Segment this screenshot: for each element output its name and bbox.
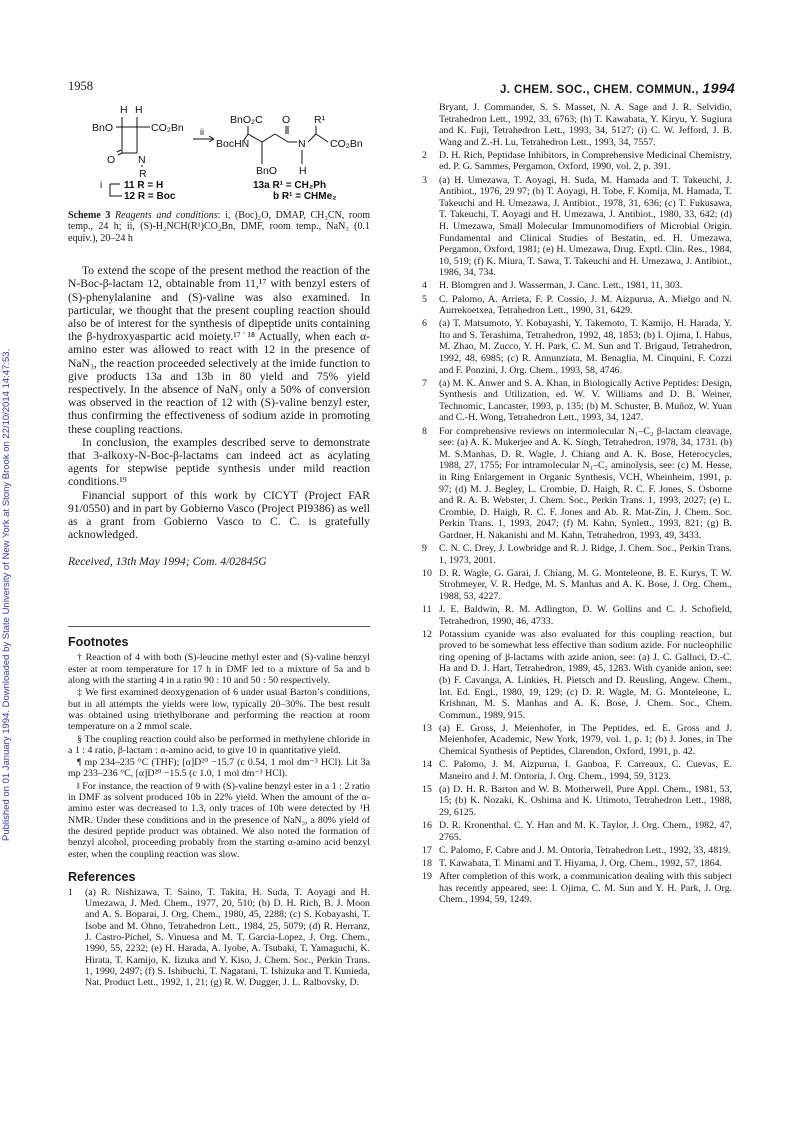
reference-text: (a) T. Matsumoto, Y. Kobayashi, Y. Takemoto, T. Kamijo, H. Harada, Y. Ito and S. Terashima, Tetrahedron, 1992, 48, 1853; (b) I. Ojima, I. Habus, M. Zhao, M. Zucco, Y. H. Park, C. M. Sun and T. Brigaud, Tetrahedron, 1992, 48, 6985; (c) R. Annunziata, M. Benaglia, M. Cinquini, F. Cozzi and F. Ponzini, J. Org. Chem., 1993, 58, 4746.: [439, 318, 732, 376]
reference-item: [422, 858, 732, 870]
reference-item: [422, 604, 732, 627]
scheme-label-12: 12 R = Boc: [124, 191, 176, 202]
reference-number: 6: [422, 318, 427, 330]
reference-item: [422, 723, 732, 758]
scheme-label-13b: b R¹ = CHMe₂: [273, 191, 337, 202]
scheme-n-right: N: [298, 138, 306, 150]
scheme-caption-italic: Reagents and conditions: [115, 210, 218, 221]
scheme-label-13a: 13a R¹ = CH₂Ph: [253, 180, 327, 191]
reference-number: 10: [422, 567, 432, 579]
reference-text: J. E. Baldwin, R. M. Adlington, D. W. Gollins and C. J. Schofield, Tetrahedron, 1990, 46, 4733.: [439, 603, 732, 627]
journal-name: J. CHEM. SOC., CHEM. COMMUN.,: [500, 84, 703, 96]
reference-item: [422, 759, 732, 782]
reference-text: T. Kawabata, T. Minami and T. Hiyama, J. Org. Chem., 1992, 57, 1864.: [439, 857, 723, 869]
scheme-co2bn-left: CO₂Bn: [151, 122, 184, 134]
download-banner[interactable]: Published on 01 January 1994. Downloaded by State University of New York at Stony Brook on 22/10/2014 14:47:53.: [1, 348, 12, 842]
references-list-left: [68, 887, 370, 989]
reference-number: 5: [422, 293, 427, 305]
reference-item: [422, 175, 732, 279]
scheme-caption-text: : i, (Boc)₂O, DMAP, CH₃CN, room temp., 24 h; ii, (S)-H₂NCH(R¹)CO₂Bn, DMF, room temp., NaN₃ (0.1 equiv.), 20–24 h: [68, 210, 370, 244]
scheme-o-left: O: [107, 154, 116, 166]
footnote: ‖ For instance, the reaction of 9 with (S)-valine benzyl ester in a 1 : 2 ratio in DMF as solvent produced 10b in 22% yield. When the amount of the α-amino ester was decreased to 1.3, only traces of 10b were detected by ¹H NMR. Under these conditions and in the presence of NaN₃, a 80% yield of the desired peptide product was obtained. We also noted the formation of benzyl alcohol, proceeding probably from the starting α-amino acid benzyl ester, when the coupling reaction was slow.: [68, 780, 370, 860]
reference-text: C. Palomo, A. Arrieta, F. P. Cossio, J. M. Aizpurua, A. Mielgo and N. Aurrekoetxea, Tetrahedron Lett., 1990, 31, 6429.: [439, 293, 732, 317]
scheme-co2bn-right: CO₂Bn: [330, 138, 363, 150]
reference-text: (a) D. H. R. Barton and W. B. Motherwell, Pure Appl. Chem., 1981, 53, 15; (b) K. Nozaki, K. Oshima and K. Utimoto, Tetrahedron Lett., 1988, 29, 6125.: [439, 783, 732, 819]
scheme-label-11: 11 R = H: [124, 180, 164, 191]
reference-item: [422, 294, 732, 317]
reference-text: For comprehensive reviews on intermolecular N₁–C₂ β-lactam cleavage, see: (a) A. K. Mukerjee and A. K. Singh, Tetrahedron, 1978, 34, 1731. (b) M. S.Manhas, D. R. Wagle, J. Chiang and A. K. Bose, Heterocycles, 1988, 27, 1755; For intramolecular N₁–C₂ aminolysis, see: (c) M. Hesse, in Ring Enlargement in Organic Synthesis, VCH, Wheinheim, 1991, p. 97; (d) M. J. Begley, L. Crombie, D. Haigh, R. C. F. Jones, S. Osborne and R. A. B. Webster, J. Chem. Soc., Perkin Trans. 1, 1993, 2027; (e) L. Crombie, D. Haigh, R. C. F. Jones and Ab. R. Mat-Zin, J. Chem. Soc. Perkin Trans. 1, 1993, 2047; (f) M. Kahn, Synlett., 1993, 821; (g) B. Gardner, H. Nakanishi and M. Kahn, Tetrahedron, 1993, 49, 3433.: [439, 425, 732, 541]
reference-number: 3: [422, 174, 427, 186]
reference-number: 18: [422, 857, 432, 869]
dipeptide-bonds: [244, 126, 328, 164]
reference-text: Bryant, J. Commander, S. S. Masset, N. A. Sage and J. R. Selvidio, Tetrahedron Lett., 1992, 33, 6763; (h) T. Kawabata, Y. Kiryu, Y. Sugiura and K. Fuji, Tetrahedron Lett., 1993, 34, 5127; (i) C. W. Jefford, J. B. Wang and Z.-H. Lu, Tetrahedron Lett., 1993, 34, 7557.: [439, 102, 732, 148]
reference-number: 12: [422, 628, 432, 640]
scheme-h2: H: [135, 104, 143, 116]
body-paragraph: In conclusion, the examples described serve to demonstrate that 3-alkoxy-N-Boc-β-lactams can indeed act as acylating agents for stepwise peptide synthesis under mild reaction conditions.¹⁹: [68, 435, 370, 489]
reference-text: After completion of this work, a communication dealing with this subject has recently appeared, see: I. Ojima, C. M. Sun and Y. H. Park, J. Org. Chem., 1994, 59, 1249.: [439, 871, 732, 906]
reference-text: D. R. Kronenthal. C. Y. Han and M. K. Taylor, J. Org. Chem., 1982, 47, 2765.: [439, 820, 732, 843]
reference-item: [422, 318, 732, 376]
reference-number: 15: [422, 783, 432, 795]
body-text: [68, 264, 370, 541]
scheme-o-right: O: [282, 114, 291, 126]
scheme-bochn: BocHN: [216, 138, 250, 150]
reference-number: 14: [422, 759, 432, 771]
scheme-caption-bold: Scheme 3: [68, 210, 111, 221]
footnote: † Reaction of 4 with both (S)-leucine methyl ester and (S)-valine benzyl ester at room temperature for 17 h in DMF led to a mixture of 5a and b along with the starting 4 in a ratio 90 : 10 and 50 : 50 respectively.: [68, 652, 370, 687]
reference-item: [422, 543, 732, 566]
reference-number: 1: [68, 886, 73, 898]
left-column: [68, 102, 370, 990]
reference-item: [422, 102, 732, 148]
step-i-bracket: [110, 184, 122, 196]
reference-text: Potassium cyanide was also evaluated for this coupling reaction, but proved to be somewhat less effective than sodium azide. For nucleophilic ring opening of β-lactams with azide anion, see: (a) J. C. Galluci, D.-C. Ha and D. J. Hart, Tetrahedron, 1989, 45, 1283. With cyanide anion, see: (b) F. Cavanga, A. Linkies, H. Pietsch and D. Reusling, Angew. Chem., Int. Ed. Engl., 1980, 19, 129; (c) D. R. Wagle, M. G. Monteleone, L. Krishnan, M. S. Manhas and A. K. Bose, J. Chem. Soc., Chem. Commun., 1989, 915.: [439, 628, 732, 721]
reference-text: H. Blomgren and J. Wasserman, J. Canc. Lett., 1981, 11, 303.: [439, 280, 683, 292]
reference-number: 11: [422, 603, 432, 615]
reference-item: [422, 378, 732, 424]
scheme-h-right: H: [299, 165, 307, 177]
footnote: ¶ mp 234–235 °C (THF); [α]D²⁰ −15.7 (c 0.54, 1 mol dm⁻³ HCl). Lit 3a mp 233–236 °C, [α]D²⁰ −15.5 (c 1.0, 1 mol dm⁻³ HCl).: [68, 757, 370, 780]
scheme-r1: R¹: [314, 114, 326, 126]
reference-item: [422, 871, 732, 906]
reference-text: (a) E. Gross, J. Meienhofer, in The Peptides, ed. E. Gross and J. Meienhofer, Academic, New York, 1979, vol. 1, p. 1; (b) J. Jones, in The Chemical Synthesis of Peptides, Clarendon, Oxford, 1991, p. 42.: [439, 722, 732, 758]
scheme-h1: H: [120, 104, 128, 116]
scheme-step-i: i: [100, 180, 103, 191]
reaction-scheme: [68, 102, 370, 202]
reference-item: [422, 845, 732, 857]
scheme-bno-left: BnO: [92, 122, 114, 134]
reference-text: (a) H. Umezawa, T. Aoyagi, H. Suda, M. Hamada and T. Takeuchi, J. Antibiot., 1976, 29 97; (b) T. Aoyagi, H. Tobe, F. Komija, M. Hamada, T. Takeuchi and H. Umezawa, J. Antibiot., 1978, 31, 636; (c) T. Fukusawa, T. Takeuchi, T. Aoyagi and H. Umezawa, J. Antibiot., 1980, 33, 642; (d) H. Umezawa, Small Molecular Immunomodifiers of Microbial Origin. Fundamental and Clinical Studies of Bestatin, ed. H. Umezawa, Pergamon, Oxford, 1981; (e) H. Umezawa, Drug. Exptl. Clin. Res., 1984, 10, 519; (f) K. Miura, T. Sawa, T. Takeuchi and H. Umezawa, J. Antibiot., 1986, 34, 734.: [439, 174, 732, 279]
reference-text: C. Palomo, J. M. Aizpurua, I. Ganboa, F. Carreaux, C. Cuevas, E. Maneiro and J. M. Ontoria, J. Org. Chem., 1994, 59, 3123.: [439, 759, 732, 782]
reference-item: [422, 629, 732, 722]
reference-text: (a) R. Nishizawa, T. Saino, T. Takita, H. Suda, T. Aoyagi and H. Umezawa, J. Med. Chem., 1977, 20, 510; (b) D. H. Rich, B. J. Moon and A. S. Boparai, J. Org. Chem., 1980, 45, 2288; (c) S. Kobayashi, T. Isobe and M. Ohno, Tetrahedron Lett., 1984, 25, 5079; (d) R. Herranz, J. Castro-Pichel, S. Vinuesa and M. T. Garcia-Lopez, J. Org. Chem., 1990, 55, 2232; (e) H. Harada, A. Iyobe, A. Tsubaki, T. Yamaguchi, K. Hirata, T. Kamijo, K. Iizuka and Y. Kiso, J. Chem. Soc., Perkin Trans. 1, 1990, 2497; (f) S. Ishibuchi, T. Nagatani, T. Ishizuka and T. Kunieda, Nat. Product Lett., 1992, 1, 21; (g) R. W. Dugger, J. L. Ralbovsky, D.: [85, 886, 370, 989]
page-number: 1958: [68, 79, 93, 93]
references-title: References: [68, 869, 136, 884]
reference-item: [422, 568, 732, 603]
reference-number: 7: [422, 377, 427, 389]
reference-text: D. H. Rich, Peptidase Inhibitors, in Comprehensive Medicinal Chemistry, ed. P. G. Sammes, Pergamon, Oxford, 1990, vol. 2, p. 391.: [439, 149, 732, 173]
reference-text: C. N. C. Drey, J. Lowbridge and R. J. Ridge, J. Chem. Soc., Perkin Trans. 1, 1973, 2001.: [439, 542, 732, 566]
reference-number: 8: [422, 425, 427, 437]
scheme-r-left: R: [139, 168, 147, 180]
reference-item: [422, 280, 732, 292]
reference-number: 19: [422, 871, 432, 882]
footnote: ‡ We first examined deoxygenation of 6 under usual Barton’s conditions, but in all attempts the yields were low, typically 20–30%. The best result was obtained using triethylborane and performing the reaction at room temperature on a 2 mmol scale.: [68, 687, 370, 733]
references-list-right: [422, 102, 732, 906]
reference-text: C. Palomo, F. Cabre and J. M. Ontoria, Tetrahedron Lett., 1992, 33, 4819.: [439, 844, 731, 856]
journal-header: [500, 80, 735, 96]
scheme-arrow-label: ii: [200, 127, 204, 137]
reference-item: [422, 820, 732, 843]
footnote: § The coupling reaction could also be performed in methylene chloride in a 1 : 4 ratio, β-lactam : α-amino acid, to give 10 in quantitative yield.: [68, 733, 370, 756]
scheme-n-left: N: [138, 154, 146, 166]
footnotes-title: Footnotes: [68, 635, 129, 650]
reference-item: [422, 784, 732, 819]
body-paragraph: To extend the scope of the present method the reaction of the N-Boc-β-lactam 12, obtainable from 11,¹⁷ with benzyl esters of (S)-phenylalanine and (S)-valine was also examined. In particular, we thought that the present coupling reaction should also be of interest for the synthesis of dipeptide units containing the β-hydroxyaspartic acid moiety.¹⁷˙¹⁸ Actually, when each α-amino ester was allowed to react with 12 in the presence of NaN₃, the reaction proceeded selectively at the imide function to give products 13a and 13b in 80 yield and 75% yield respectively. In the absence of NaN₃ only a 50% of conversion was observed in the reaction of 12 with (S)-valine benzyl ester, thus confirming the effectiveness of sodium azide in promoting these coupling reactions.: [68, 264, 370, 436]
reference-number: 13: [422, 722, 432, 734]
scheme-caption: [68, 210, 370, 244]
right-column: [422, 102, 732, 907]
reference-number: 17: [422, 844, 432, 856]
received-date: Received, 13th May 1994; Com. 4/02845G: [68, 555, 267, 569]
section-divider: [68, 626, 370, 627]
journal-year: 1994: [702, 80, 736, 96]
reference-text: D. R. Wagle, G. Garai, J. Chiang, M. G. Monteleone, B. E. Kurys, T. W. Strohmeyer, V. R. Hedge, M. S. Manhas and A. K. Bose, J. Org. Chem., 1988, 53, 4227.: [439, 567, 732, 602]
reference-item: [68, 887, 370, 989]
reference-number: 16: [422, 820, 432, 832]
body-paragraph: Financial support of this work by CICYT (Project FAR 91/0550) and in part by Gobierno Vasco (Project PI9386) as well as a grant from Gobierno Vasco to C. C. is gratefully acknowledged.: [68, 488, 370, 542]
scheme-bno2c: BnO₂C: [230, 114, 263, 126]
scheme-bno-right: BnO: [256, 165, 278, 177]
reference-number: 2: [422, 149, 427, 161]
reference-item: [422, 426, 732, 542]
reference-item: [422, 150, 732, 173]
reference-number: 9: [422, 542, 427, 554]
reference-number: 4: [422, 280, 427, 292]
reference-text: (a) M. K. Anwer and S. A. Khan, in Biologically Active Peptides: Design, Synthesis and Utilization, ed. W. V. Williams and D. B. Weiner, Technomic, Lancaster, 1993, p. 135; (b) M. Schuster, B. Muñoz, W. Yuan and C.-H. Wong, Tetrahedron Lett., 1993, 34, 1247.: [439, 377, 732, 424]
